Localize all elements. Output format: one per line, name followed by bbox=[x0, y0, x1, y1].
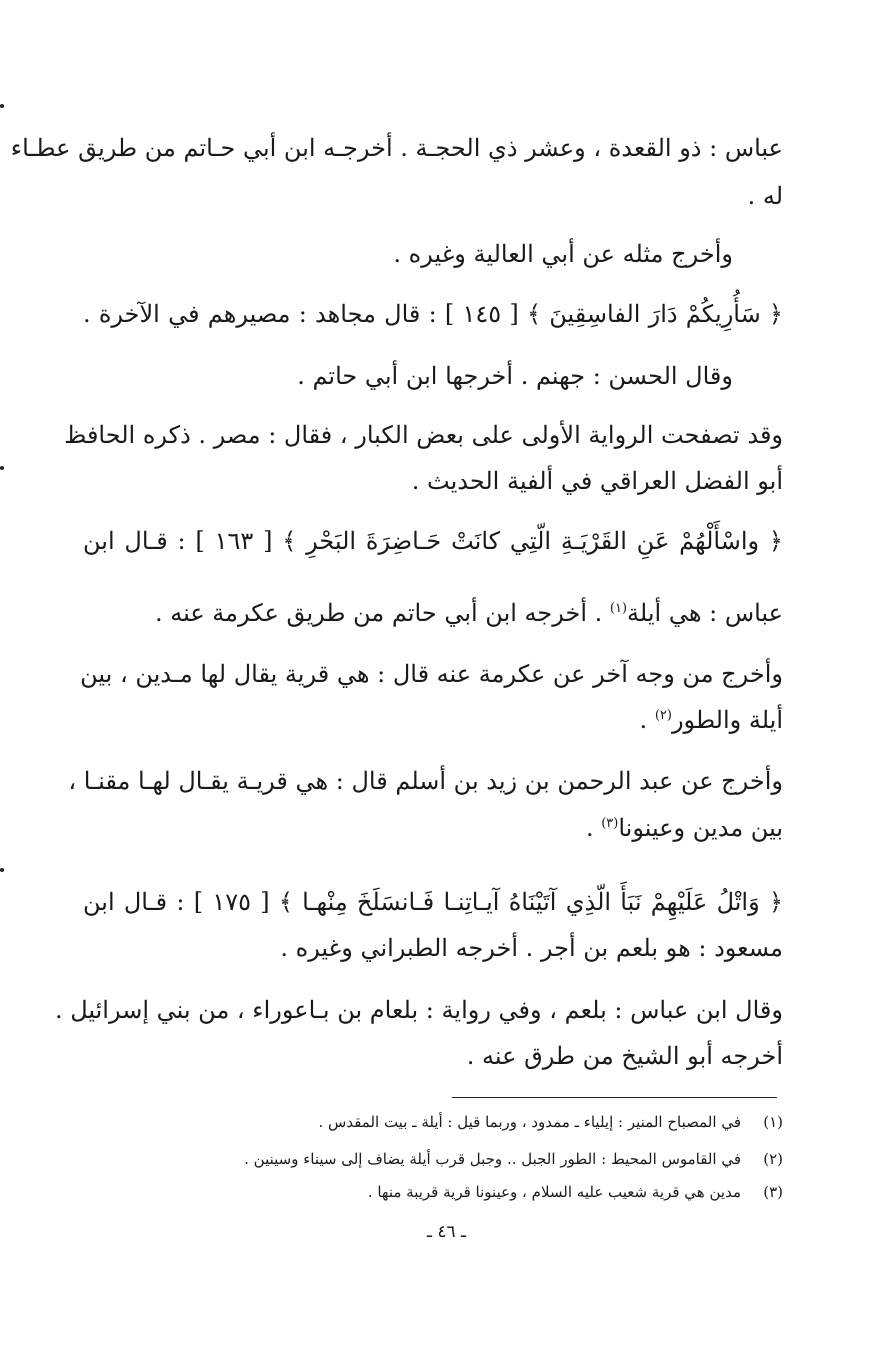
margin-mark bbox=[0, 868, 4, 872]
text-line: وأخرج من وجه آخر عن عكرمة عنه قال : هي قرية يقال لها مـدين ، بين bbox=[80, 660, 783, 688]
margin-mark bbox=[0, 104, 4, 108]
text-line: أخرجه أبو الشيخ من طرق عنه . bbox=[466, 1042, 783, 1070]
footnote-number: (٢) bbox=[763, 1150, 783, 1168]
margin-mark bbox=[0, 466, 4, 470]
text-line: عباس : هي أيلة$^{(١)}$ . أخرجه ابن أبي حاتم من طريق عكرمة عنه . bbox=[154, 599, 783, 627]
footnote bbox=[143, 1111, 783, 1133]
text-line: وقال الحسن : جهنم . أخرجها ابن أبي حاتم . bbox=[297, 362, 733, 390]
footnote-number: (١) bbox=[763, 1113, 783, 1131]
text-line: مسعود : هو بلعم بن أجر . أخرجه الطبراني وغيره . bbox=[280, 934, 783, 962]
text-line: وأخرج مثله عن أبي العالية وغيره . bbox=[393, 240, 733, 268]
footnote-divider bbox=[452, 1097, 777, 1098]
quran-verse-line: ﴿ واسْأَلْهُمْ عَنِ القَرْيَـةِ الّتِي كانَتْ حَـاضِرَةَ البَحْرِ ﴾ [ ١٦٣ ] : قـال ابن bbox=[83, 527, 783, 555]
footnote-text: في القاموس المحيط : الطور الجبل .. وجبل قرب أيلة يضاف إلى سيناء وسينين . bbox=[244, 1150, 741, 1168]
footnote-text: مدين هي قرية شعيب عليه السلام ، وعينونا قرية قريبة منها . bbox=[367, 1183, 741, 1201]
text-line: أيلة والطور$^{(٢)}$ . bbox=[639, 706, 783, 734]
text-line: أبو الفضل العراقي في ألفية الحديث . bbox=[411, 467, 783, 495]
text-line: وقال ابن عباس : بلعم ، وفي رواية : بلعام بن بـاعوراء ، من بني إسرائيل . bbox=[54, 996, 783, 1024]
footnote-text: في المصباح المنير : إيلياء ـ ممدود ، وربما قيل : أيلة ـ بيت المقدس . bbox=[318, 1113, 741, 1131]
footnote-number: (٣) bbox=[763, 1183, 783, 1201]
text-line: عباس : ذو القعدة ، وعشر ذي الحجـة . أخرجـه ابن أبي حـاتم من طريق عطـاء bbox=[10, 134, 783, 162]
footnote bbox=[143, 1181, 783, 1203]
footnote-ref: (٣) bbox=[601, 816, 619, 831]
text-line: له . bbox=[747, 182, 783, 210]
quran-verse-line: ﴿ وَاتْلُ عَلَيْهِمْ نَبَأَ الّذِي آتَيْنَاهُ آيـاتِنـا فَـانسَلَخَ مِنْهـا ﴾ [ ١٧٥ ] : قـال ابن bbox=[83, 888, 784, 916]
text-line: بين مدين وعينونا$^{(٣)}$ . bbox=[585, 814, 783, 842]
text-line: وأخرج عن عبد الرحمن بن زيد بن أسلم قال : هي قريـة يقـال لهـا مقنـا ، bbox=[68, 767, 783, 795]
footnote bbox=[143, 1148, 783, 1170]
page-number: ـ ٤٦ ـ bbox=[426, 1222, 467, 1242]
quran-verse-line: ﴿ سَأُرِيكُمْ دَارَ الفاسِقِينَ ﴾ [ ١٤٥ ] : قال مجاهد : مصيرهم في الآخرة . bbox=[83, 300, 783, 328]
text-line: وقد تصفحت الرواية الأولى على بعض الكبار ، فقال : مصر . ذكره الحافظ bbox=[64, 421, 783, 449]
footnote-ref: (٢) bbox=[654, 708, 672, 723]
footnote-ref: (١) bbox=[609, 601, 628, 616]
